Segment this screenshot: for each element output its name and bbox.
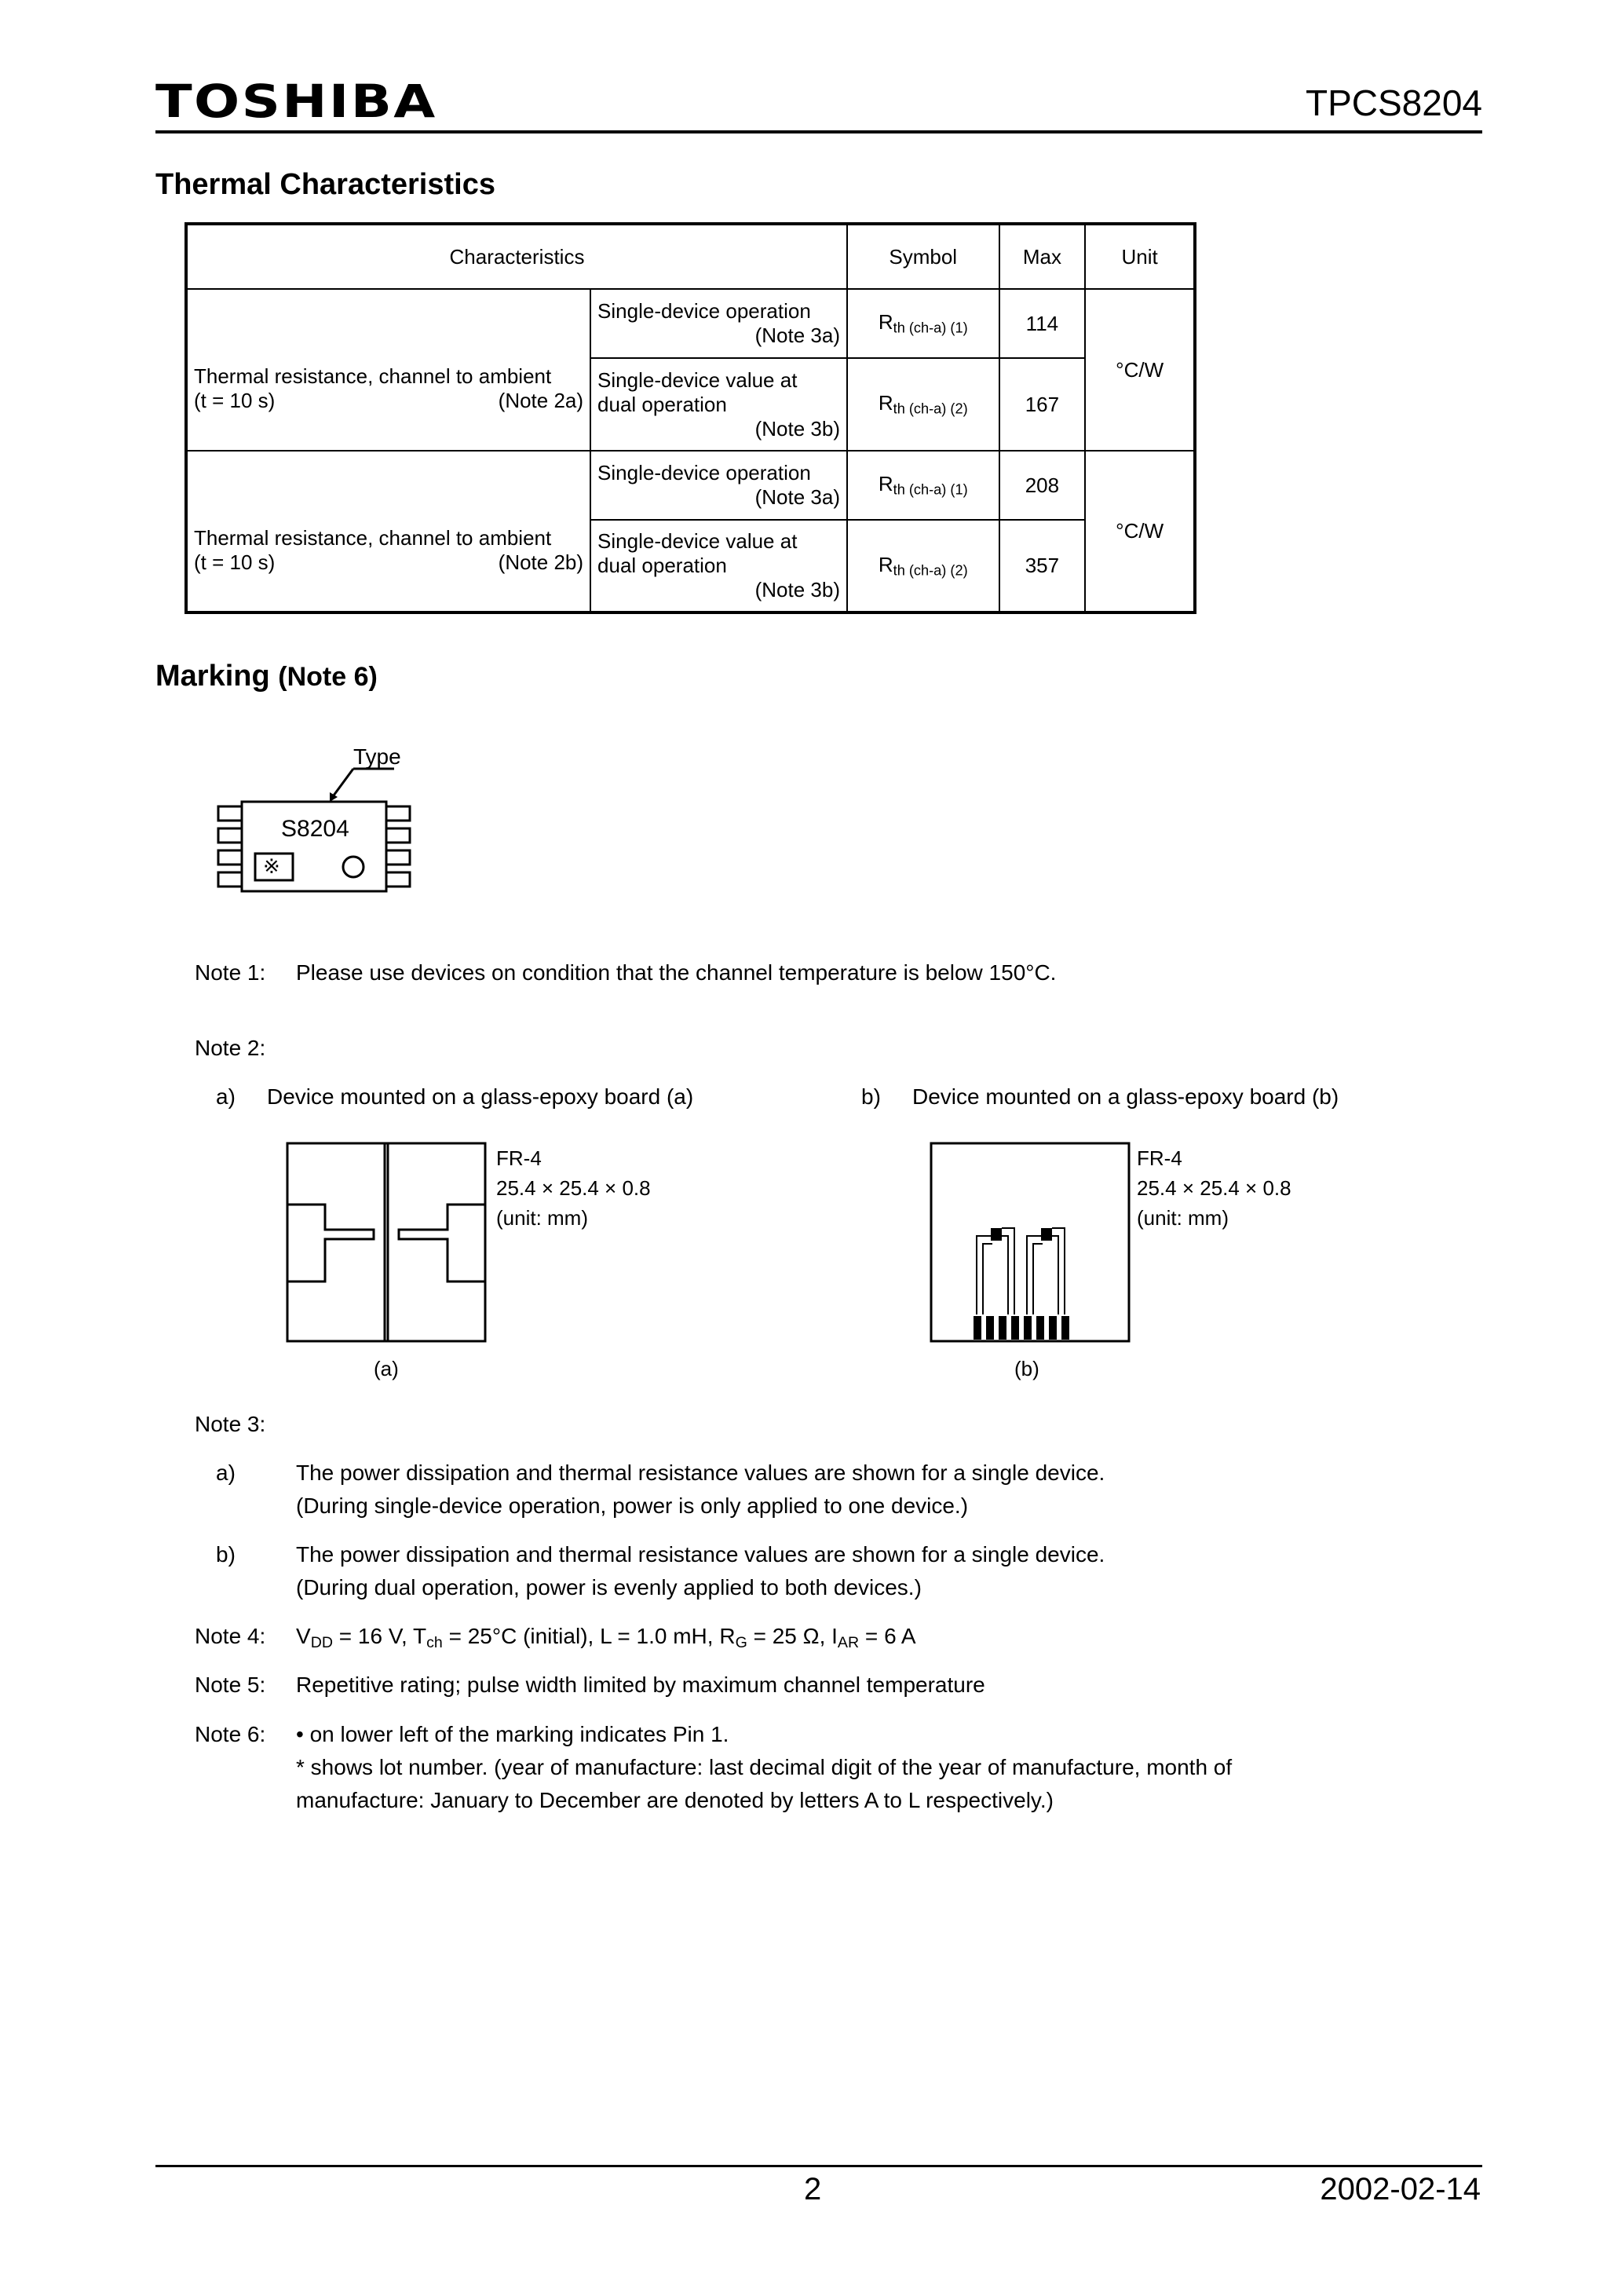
board-a-dims: 25.4 × 25.4 × 0.8: [496, 1176, 651, 1200]
section-title-marking: Marking (Note 6): [155, 660, 378, 693]
col-characteristics: Characteristics: [186, 224, 847, 289]
board-a-caption: (a): [374, 1357, 399, 1380]
condition-cell: Single-device value at dual operation (Note 3b): [590, 520, 847, 612]
characteristic-cell: Thermal resistance, channel to ambient (t = 10 s) (Note 2b): [186, 451, 590, 612]
lot-number-symbol: ※: [263, 854, 280, 878]
condition-cell: Single-device operation (Note 3a): [590, 289, 847, 358]
section-title-thermal: Thermal Characteristics: [155, 168, 495, 201]
note4-label: Note 4:: [195, 1624, 266, 1648]
col-max: Max: [999, 224, 1086, 289]
unit-cell: °C/W: [1085, 289, 1195, 451]
toshiba-logo: TOSHIBA: [155, 75, 437, 128]
col-unit: Unit: [1085, 224, 1195, 289]
board-b-material: FR-4: [1137, 1146, 1182, 1170]
chip-marking-text: S8204: [281, 816, 349, 842]
note2a-label: a): [216, 1084, 236, 1109]
marking-diagram: [212, 744, 424, 923]
symbol-cell: $R_{th (ch-a) (2)}$: [847, 358, 999, 451]
type-label: Type: [353, 744, 401, 769]
max-cell: 167: [999, 358, 1086, 451]
header-rule: [155, 130, 1482, 133]
note3b-line2: (During dual operation, power is evenly applied to both devices.): [296, 1575, 922, 1600]
note5-text: Repetitive rating; pulse width limited by maximum channel temperature: [296, 1673, 985, 1697]
symbol-cell: $R_{th (ch-a) (1)}$: [847, 451, 999, 520]
symbol-cell: $R_{th (ch-a) (2)}$: [847, 520, 999, 612]
page-number: 2: [804, 2172, 822, 2206]
note4-text: $V_{DD} = 16$ V, $T_{ch} = 25^\circ C$ (initial), L = 1.0 mH, $R_G = 25$ Ω, $I_{AR} = 6$ A: [296, 1624, 916, 1651]
part-number: TPCS8204: [1305, 82, 1482, 123]
max-cell: 357: [999, 520, 1086, 612]
note1-label: Note 1:: [195, 960, 266, 985]
note5-label: Note 5:: [195, 1673, 266, 1697]
board-b-diagram: [930, 1142, 1131, 1343]
table-row: [186, 451, 1195, 520]
characteristic-cell: Thermal resistance, channel to ambient (t = 10 s) (Note 2a): [186, 289, 590, 451]
table-row: [186, 289, 1195, 358]
footer-rule: [155, 2165, 1482, 2167]
note3a-line2: (During single-device operation, power is only applied to one device.): [296, 1493, 969, 1518]
note3b-line1: The power dissipation and thermal resistance values are shown for a single device.: [296, 1542, 1105, 1567]
note2-label: Note 2:: [195, 1036, 266, 1060]
board-a-diagram: [286, 1142, 487, 1343]
board-b-caption: (b): [1014, 1357, 1039, 1380]
note3b-label: b): [216, 1542, 236, 1567]
note3-label: Note 3:: [195, 1412, 266, 1436]
note3a-line1: The power dissipation and thermal resistance values are shown for a single device.: [296, 1461, 1105, 1485]
unit-cell: °C/W: [1085, 451, 1195, 612]
note3a-label: a): [216, 1461, 236, 1485]
max-cell: 208: [999, 451, 1086, 520]
note2b-text: Device mounted on a glass-epoxy board (b): [912, 1084, 1339, 1109]
note6-line2: * shows lot number. (year of manufacture: last decimal digit of the year of manufacture, month of: [296, 1755, 1233, 1779]
thermal-table: [184, 222, 1196, 614]
note2b-label: b): [861, 1084, 881, 1109]
board-a-material: FR-4: [496, 1146, 542, 1170]
note6-line3: manufacture: January to December are denoted by letters A to L respectively.): [296, 1788, 1054, 1812]
condition-cell: Single-device value at dual operation (Note 3b): [590, 358, 847, 451]
symbol-cell: $R_{th (ch-a) (1)}$: [847, 289, 999, 358]
note6-label: Note 6:: [195, 1722, 266, 1746]
board-a-unit: (unit: mm): [496, 1206, 588, 1230]
max-cell: 114: [999, 289, 1086, 358]
note6-line1: • on lower left of the marking indicates Pin 1.: [296, 1722, 729, 1746]
footer-date: 2002-02-14: [1320, 2172, 1481, 2206]
condition-cell: Single-device operation (Note 3a): [590, 451, 847, 520]
table-header-row: [186, 224, 1195, 289]
note1-text: Please use devices on condition that the channel temperature is below 150°C.: [296, 960, 1057, 985]
board-b-dims: 25.4 × 25.4 × 0.8: [1137, 1176, 1291, 1200]
board-b-unit: (unit: mm): [1137, 1206, 1229, 1230]
col-symbol: Symbol: [847, 224, 999, 289]
note2a-text: Device mounted on a glass-epoxy board (a): [267, 1084, 694, 1109]
